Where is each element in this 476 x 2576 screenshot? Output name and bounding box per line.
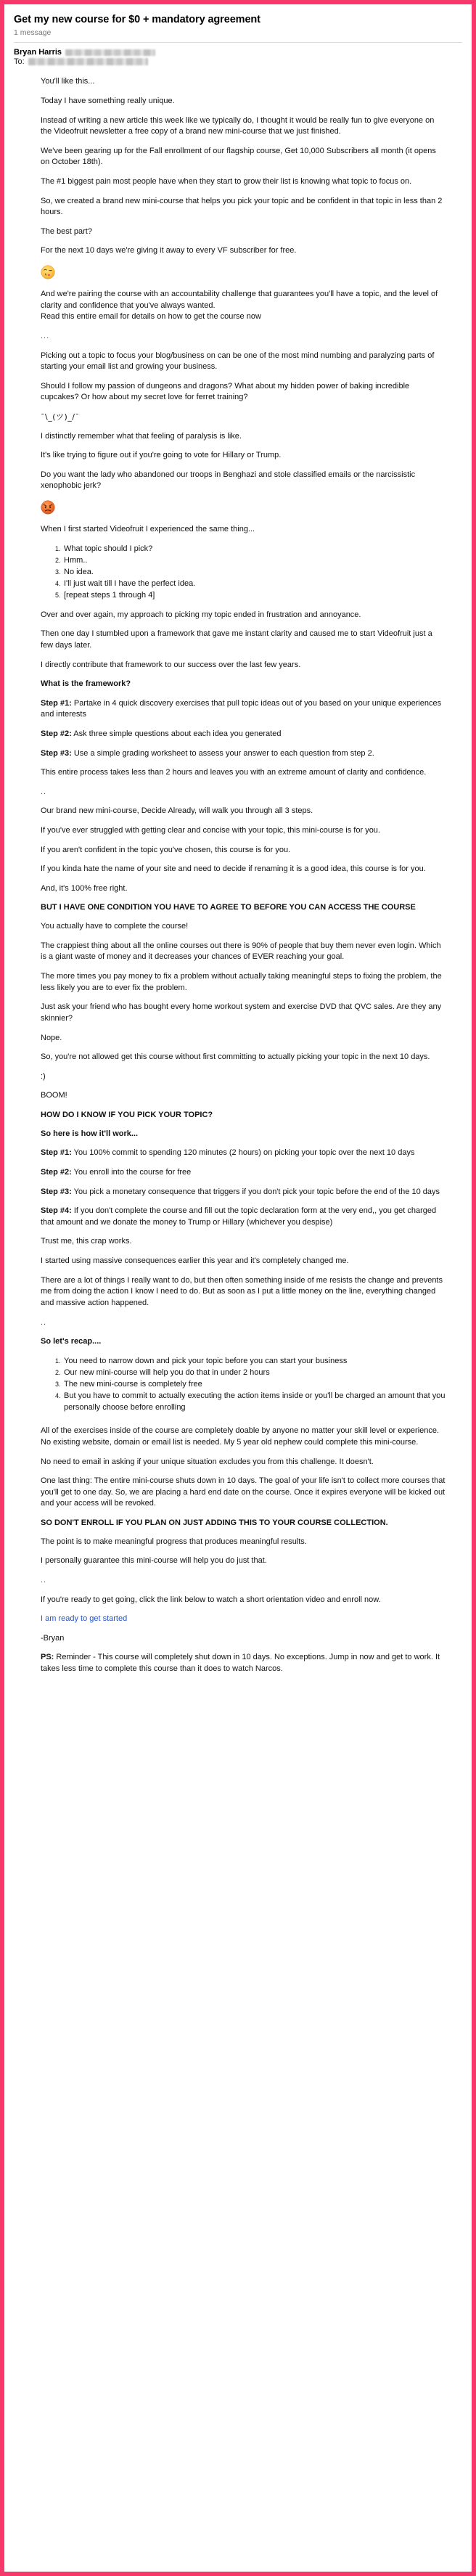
step-label: Step #2: <box>41 729 72 738</box>
list-item: 1. What topic should I pick? <box>62 544 446 555</box>
email-container <box>4 4 472 1730</box>
paragraph: The more times you pay money to fix a problem without actually taking meaningful steps to fixing the problem, the less likely you are to ever fix the problem. <box>41 972 442 992</box>
kissing-heart-emoji <box>41 265 55 279</box>
paragraph: One last thing: The entire mini-course shuts down in 10 days. The goal of your life isn't to collect more courses that you'll get to one day. So, we are placing a hard end date on the course. Once it expires everyone will be kicked out and your access will be revoked. <box>41 1476 446 1508</box>
paragraph: If you aren't confident in the topic you've chosen, this course is for you. <box>41 845 291 854</box>
list-item: 4. I'll just wait till I have the perfect idea. <box>62 578 446 590</box>
cta-link-paragraph <box>41 1614 446 1625</box>
paragraph: If you're ready to get going, click the link below to watch a short orientation video and enroll now. <box>41 1595 381 1604</box>
step-text: You pick a monetary consequence that triggers if you don't pick your topic before the end of the 10 days <box>71 1187 440 1196</box>
paragraph: BOOM! <box>41 1091 67 1100</box>
section-heading-how-it-works: So here is how it'll work... <box>41 1129 139 1138</box>
step-label: Step #1: <box>41 1148 72 1158</box>
paragraph: Trust me, this crap works. <box>41 1237 132 1246</box>
paragraph: For the next 10 days we're giving it away to every VF subscriber for free. <box>41 246 297 255</box>
framework-step-1 <box>41 698 446 721</box>
paragraph: There are a lot of things I really want to do, but then often something inside of me resists the change and prevents me from doing the action I know I need to do. But as soon as I put a little money on the line, everything changed and massive action happened. <box>41 1275 443 1307</box>
paragraph: Picking out a topic to focus your blog/business on can be one of the most mind numbing and paralyzing parts of starting your email list and growing your business. <box>41 351 435 372</box>
paragraph: I started using massive consequences earlier this year and it's completely changed me. <box>41 1256 349 1266</box>
paragraph: We've been gearing up for the Fall enrollment of our flagship course, Get 10,000 Subscribers all month (it opens on October 18th). <box>41 146 436 167</box>
recipient-row <box>14 57 462 66</box>
paragraph: Our brand new mini-course, Decide Already, will walk you through all 3 steps. <box>41 806 313 816</box>
sender-email-redacted <box>65 49 155 56</box>
list-item: 1. You need to narrow down and pick your topic before you can start your business <box>62 1356 446 1367</box>
paragraph: Then one day I stumbled upon a framework that gave me instant clarity and caused me to start Videofruit just a few days later. <box>41 629 432 650</box>
list-item: 2. Hmm.. <box>62 555 446 567</box>
paragraph: When I first started Videofruit I experienced the same thing... <box>41 525 255 534</box>
section-heading-how-do-i-know: HOW DO I KNOW IF YOU PICK YOUR TOPIC? <box>41 1110 213 1119</box>
paragraph: Nope. <box>41 1033 62 1042</box>
paragraph: No need to email in asking if your unique situation excludes you from this challenge. It doesn't. <box>41 1457 374 1466</box>
ellipsis-separator: ... <box>41 331 50 340</box>
section-heading-dont-enroll: SO DON'T ENROLL IF YOU PLAN ON JUST ADDING THIS TO YOUR COURSE COLLECTION. <box>41 1518 388 1527</box>
paragraph: Just ask your friend who has bought every home workout system and exercise DVD that QVC sales. Are they any skinnier? <box>41 1002 442 1023</box>
paragraph: Should I follow my passion of dungeons and dragons? What about my hidden power of baking incredible cupcakes? Or how about my secret love for ferret training? <box>41 381 410 402</box>
framework-step-3 <box>41 748 446 760</box>
ellipsis-separator: .. <box>41 1317 47 1327</box>
paragraph: So, we created a brand new mini-course that helps you pick your topic and be confident in that topic in less than 2 hours. <box>41 196 443 217</box>
paragraph: I directly contribute that framework to our success over the last few years. <box>41 660 301 669</box>
section-heading-recap: So let's recap.... <box>41 1337 102 1346</box>
angry-face-emoji <box>41 500 55 515</box>
signature: -Bryan <box>41 1633 65 1643</box>
step-text: Use a simple grading worksheet to assess your answer to each question from step 2. <box>71 748 374 758</box>
paragraph: Over and over again, my approach to picking my topic ended in frustration and annoyance. <box>41 610 361 619</box>
step-text: If you don't complete the course and fill out the topic declaration form at the very end,, you get charged that amount and we donate the money to Trump or Hillary (whichever you despise) <box>41 1206 437 1227</box>
process-step-2 <box>41 1167 446 1179</box>
enroll-cta-link[interactable]: I am ready to get started <box>41 1614 128 1624</box>
paragraph: The best part? <box>41 226 92 236</box>
paragraph: Today I have something really unique. <box>41 97 175 105</box>
ps-paragraph <box>41 1652 446 1675</box>
paragraph: If you kinda hate the name of your site and need to decide if renaming it is a good idea, this course is for you. <box>41 864 426 874</box>
step-label: Step #4: <box>41 1206 72 1216</box>
ordered-list-recap <box>41 1356 446 1414</box>
paragraph: And we're pairing the course with an accountability challenge that guarantees you'll have a topic, and the level of clarity and confidence that you've always wanted. <box>41 290 438 310</box>
paragraph: This entire process takes less than 2 hours and leaves you with an extreme amount of clarity and confidence. <box>41 768 427 777</box>
step-text: Ask three simple questions about each idea you generated <box>71 729 282 738</box>
step-label: Step #3: <box>41 748 72 758</box>
smiley-text: :) <box>41 1071 46 1081</box>
list-item: 3. No idea. <box>62 567 446 578</box>
paragraph: The point is to make meaningful progress that produces meaningful results. <box>41 1537 307 1546</box>
paragraph: If you've ever struggled with getting clear and concise with your topic, this mini-course is for you. <box>41 825 380 835</box>
ellipsis-separator: .. <box>41 1576 47 1585</box>
step-text: Partake in 4 quick discovery exercises that pull topic ideas out of you based on your unique experiences and interests <box>41 698 442 719</box>
paragraph: You'll like this... <box>41 77 95 86</box>
ellipsis-separator: .. <box>41 787 47 796</box>
process-step-1 <box>41 1148 446 1159</box>
paragraph: I distinctly remember what that feeling of paralysis is like. <box>41 431 242 441</box>
paragraph: You actually have to complete the course! <box>41 922 189 931</box>
paragraph: The crappiest thing about all the online courses out there is 90% of people that buy them never even login. Which is a giant waste of money and it decreases your chances of EVER reaching your goal. <box>41 941 441 962</box>
recipient-email-redacted <box>28 58 148 65</box>
header-divider <box>14 42 462 43</box>
sender-name: Bryan Harris <box>14 48 62 57</box>
list-item: 4. But you have to commit to actually executing the action items inside or you'll be charged an amount that you personally choose before enrolling <box>62 1391 446 1413</box>
paragraph: It's like trying to figure out if you're going to vote for Hillary or Trump. <box>41 451 282 460</box>
process-step-4 <box>41 1206 446 1228</box>
sender-row <box>14 48 462 57</box>
step-text: You 100% commit to spending 120 minutes (2 hours) on picking your topic over the next 10 days <box>71 1148 415 1158</box>
paragraph: And, it's 100% free right. <box>41 883 128 893</box>
ordered-list-topic-loop <box>41 544 446 602</box>
paragraph: So, you're not allowed get this course without first committing to actually picking your topic in the next 10 days. <box>41 1052 430 1062</box>
paragraph: Do you want the lady who abandoned our troops in Benghazi and stole classified emails or the narcissistic xenophobic jerk? <box>41 470 416 491</box>
framework-step-2 <box>41 729 446 740</box>
message-count: 1 message <box>14 28 52 38</box>
paragraph: Instead of writing a new article this week like we typically do, I thought it would be really fun to give everyone on the Videofruit newsletter a free copy of a brand new mini-course that we just finished. <box>41 115 435 136</box>
section-heading-condition: BUT I HAVE ONE CONDITION YOU HAVE TO AGREE TO BEFORE YOU CAN ACCESS THE COURSE <box>41 903 416 912</box>
ps-text: Reminder - This course will completely shut down in 10 days. No exceptions. Jump in now and get to work. It takes less time to complete this course than it does to watch Narcos. <box>41 1653 440 1674</box>
shrug-kaomoji: ¯\_(ツ)_/¯ <box>41 412 80 422</box>
step-label: Step #3: <box>41 1187 72 1196</box>
list-item: 5. [repeat steps 1 through 4] <box>62 590 446 602</box>
to-label: To: <box>14 57 25 67</box>
ps-label: PS: <box>41 1653 54 1662</box>
step-text: You enroll into the course for free <box>71 1168 192 1177</box>
paragraph: Read this entire email for details on how to get the course now <box>41 312 261 322</box>
step-label: Step #1: <box>41 698 72 708</box>
paragraph: I personally guarantee this mini-course will help you do just that. <box>41 1556 267 1566</box>
process-step-3 <box>41 1187 446 1198</box>
paragraph: The #1 biggest pain most people have when they start to grow their list is knowing what topic to focus on. <box>41 177 412 187</box>
list-item: 3. The new mini-course is completely free <box>62 1379 446 1391</box>
email-body <box>14 76 462 1729</box>
list-item: 2. Our new mini-course will help you do that in under 2 hours <box>62 1367 446 1379</box>
step-label: Step #2: <box>41 1168 72 1177</box>
section-heading-framework: What is the framework? <box>41 679 131 689</box>
bottom-spacer <box>41 1683 446 1730</box>
paragraph: All of the exercises inside of the course are completely doable by anyone no matter your skill level or experience. No existing website, domain or email list is needed. My 5 year old nephew could complete this mini-course. <box>41 1426 440 1447</box>
email-subject: Get my new course for $0 + mandatory agreement <box>14 14 260 25</box>
